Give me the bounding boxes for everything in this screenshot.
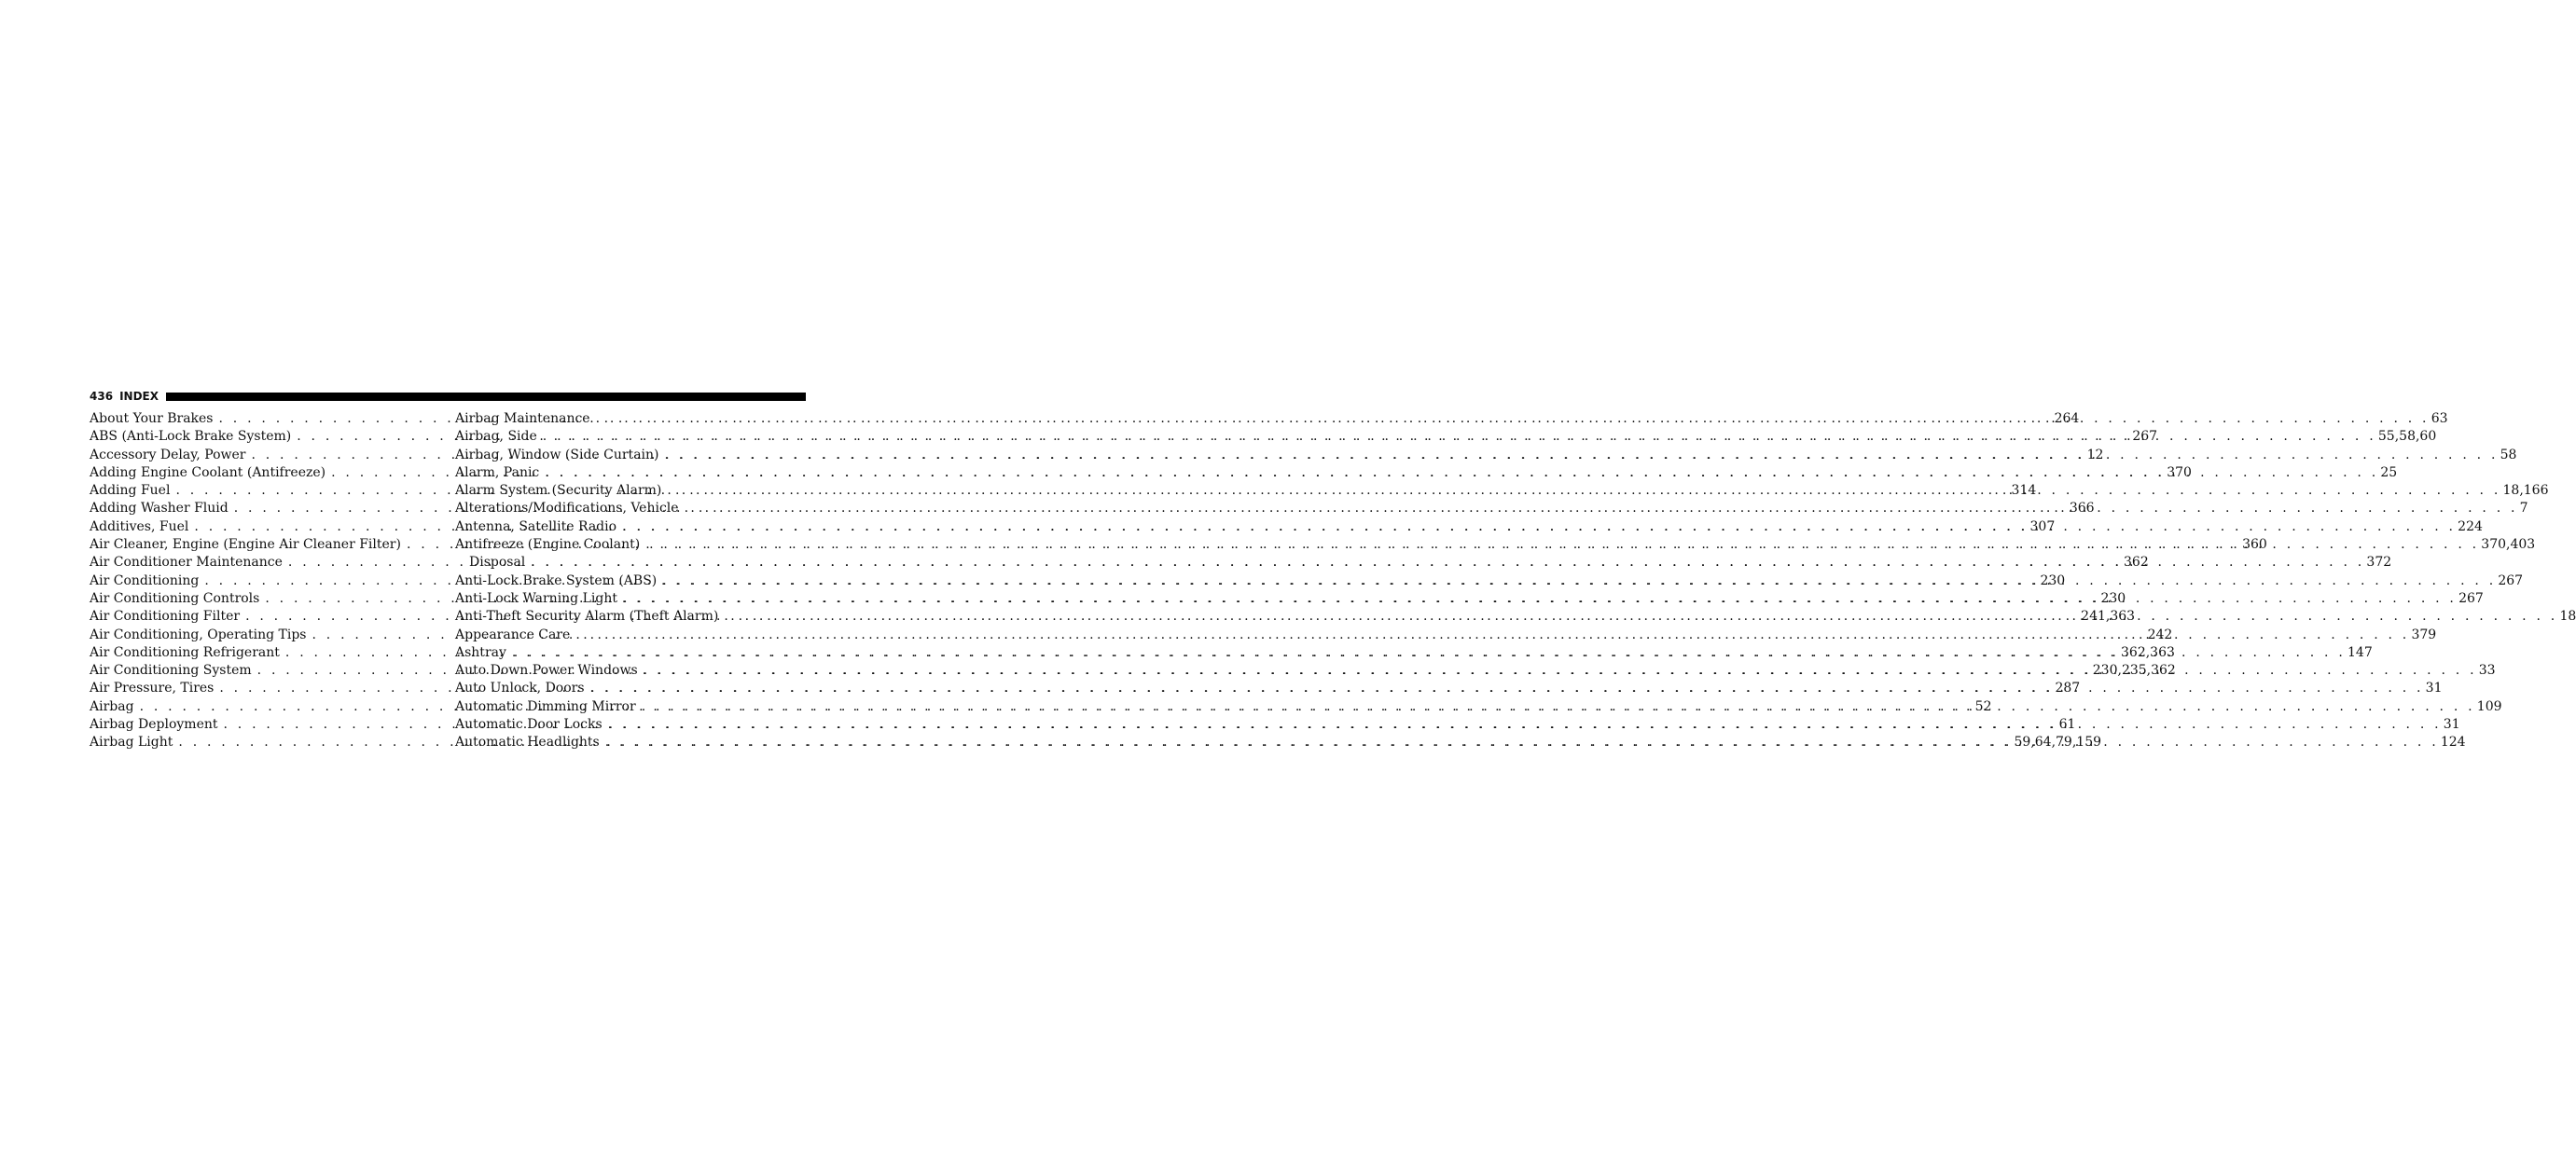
dot-leader bbox=[638, 662, 2477, 680]
index-pages: 18 bbox=[2559, 609, 2576, 625]
index-pages: 314 bbox=[2011, 483, 2037, 499]
dot-leader bbox=[600, 734, 2439, 751]
index-term: Additives, Fuel bbox=[90, 518, 189, 534]
dot-leader bbox=[590, 410, 2430, 428]
dot-leader bbox=[636, 698, 2475, 716]
index-pages: 241,363 bbox=[2081, 609, 2136, 625]
dot-leader bbox=[537, 428, 2376, 446]
index-pages: 61 bbox=[2058, 717, 2076, 733]
index-pages: 63 bbox=[2431, 411, 2448, 426]
index-term: Airbag Deployment bbox=[90, 717, 218, 733]
dot-leader bbox=[617, 590, 2457, 608]
index-pages: 370 bbox=[2167, 464, 2192, 480]
index-pages: 33 bbox=[2478, 663, 2496, 679]
index-term: Adding Fuel bbox=[90, 483, 171, 499]
index-term: Antenna, Satellite Radio bbox=[455, 518, 617, 534]
index-term: Air Conditioning Refrigerant bbox=[90, 644, 280, 660]
index-pages: 362 bbox=[2124, 555, 2149, 571]
index-term: Anti-Lock Brake System (ABS) bbox=[455, 572, 658, 588]
index-term: Air Conditioning Filter bbox=[90, 609, 241, 625]
index-term: Air Conditioning bbox=[90, 572, 200, 588]
index-term: Adding Washer Fluid bbox=[90, 501, 229, 517]
index-pages: 31 bbox=[2443, 717, 2460, 733]
dot-leader bbox=[640, 536, 2479, 554]
index-term: Alterations/Modifications, Vehicle bbox=[455, 501, 679, 517]
index-term: Air Cleaner, Engine (Engine Air Cleaner Filter) bbox=[90, 537, 401, 553]
dot-leader bbox=[679, 500, 2518, 517]
index-pages: 370,403 bbox=[2481, 537, 2536, 553]
index-term: Auto Unlock, Doors bbox=[455, 681, 585, 696]
dot-leader bbox=[570, 627, 2409, 644]
dot-leader bbox=[525, 554, 2364, 572]
index-term: Anti-Lock Warning Light bbox=[455, 590, 617, 606]
index-pages: 124 bbox=[2440, 735, 2466, 751]
index-term: Automatic Dimming Mirror bbox=[455, 698, 636, 714]
index-pages: 230 bbox=[2040, 572, 2066, 588]
dot-leader bbox=[659, 447, 2499, 464]
dot-leader bbox=[616, 518, 2456, 536]
index-pages: 360 bbox=[2242, 537, 2267, 553]
index-pages: 379 bbox=[2411, 627, 2437, 642]
index-term: Appearance Care bbox=[455, 627, 571, 642]
section-title: INDEX bbox=[119, 390, 159, 403]
index-term: Air Conditioner Maintenance bbox=[90, 555, 283, 571]
dot-leader bbox=[506, 644, 2346, 662]
index-pages: 58 bbox=[2500, 447, 2517, 462]
index-pages: 267 bbox=[2498, 572, 2524, 588]
index-pages: 242 bbox=[2147, 627, 2173, 642]
dot-leader bbox=[585, 680, 2424, 697]
index-term: Disposal bbox=[469, 555, 526, 571]
index-pages: 267 bbox=[2458, 590, 2484, 606]
index-term: Ashtray bbox=[455, 644, 506, 660]
index-pages: 307 bbox=[2029, 518, 2056, 534]
index-term: Automatic Door Locks bbox=[455, 717, 602, 733]
dot-leader bbox=[657, 572, 2496, 590]
page-number: 436 bbox=[90, 390, 114, 403]
index-term: Airbag Light bbox=[90, 735, 173, 751]
header-rule bbox=[166, 393, 806, 401]
index-term: Airbag, Window (Side Curtain) bbox=[455, 447, 659, 462]
index-pages: 59,64,79,159 bbox=[2014, 735, 2102, 751]
index-term: About Your Brakes bbox=[90, 411, 214, 426]
index-pages: 287 bbox=[2055, 681, 2081, 696]
index-term: Airbag, Side bbox=[455, 429, 537, 445]
index-term: ABS (Anti-Lock Brake System) bbox=[90, 429, 292, 445]
index-term: Antifreeze (Engine Coolant) bbox=[455, 537, 641, 553]
index-pages: 362,363 bbox=[2121, 644, 2175, 660]
index-term: Air Pressure, Tires bbox=[90, 681, 215, 696]
index-pages: 52 bbox=[1974, 698, 1992, 714]
index-pages: 366 bbox=[2069, 501, 2095, 517]
index-term: Airbag Maintenance bbox=[455, 411, 590, 426]
index-pages: 31 bbox=[2425, 681, 2443, 696]
index-term: Air Conditioning System bbox=[90, 663, 252, 679]
dot-leader bbox=[661, 482, 2500, 500]
index-pages: 18,166 bbox=[2502, 483, 2549, 499]
index-pages: 372 bbox=[2366, 555, 2392, 571]
index-term: Air Conditioning Controls bbox=[90, 590, 260, 606]
index-term: Alarm System (Security Alarm) bbox=[455, 483, 662, 499]
dot-leader bbox=[718, 608, 2557, 626]
index-pages: 147 bbox=[2347, 644, 2373, 660]
index-term: Adding Engine Coolant (Antifreeze) bbox=[90, 464, 326, 480]
page-header bbox=[90, 390, 806, 403]
index-term: Alarm, Panic bbox=[455, 464, 540, 480]
index-pages: 264 bbox=[2054, 411, 2080, 426]
dot-leader bbox=[539, 464, 2378, 482]
index-pages: 25 bbox=[2380, 464, 2398, 480]
index-pages: 55,58,60 bbox=[2377, 429, 2437, 445]
index-pages: 7 bbox=[2519, 501, 2528, 517]
index-pages: 224 bbox=[2458, 518, 2483, 534]
index-pages: 12 bbox=[2086, 447, 2104, 462]
index-term: Airbag bbox=[90, 698, 134, 714]
index-pages: 109 bbox=[2476, 698, 2502, 714]
index-pages: 267 bbox=[2132, 429, 2158, 445]
index-pages: 230,235,362 bbox=[2092, 663, 2176, 679]
index-term: Automatic Headlights bbox=[455, 735, 600, 751]
index-term: Auto Down Power Windows bbox=[455, 663, 638, 679]
index-term: Air Conditioning, Operating Tips bbox=[90, 627, 307, 642]
index-pages: 230 bbox=[2100, 590, 2126, 606]
index-term: Anti-Theft Security Alarm (Theft Alarm) bbox=[455, 609, 719, 625]
index-term: Accessory Delay, Power bbox=[90, 447, 246, 462]
dot-leader bbox=[602, 716, 2442, 734]
